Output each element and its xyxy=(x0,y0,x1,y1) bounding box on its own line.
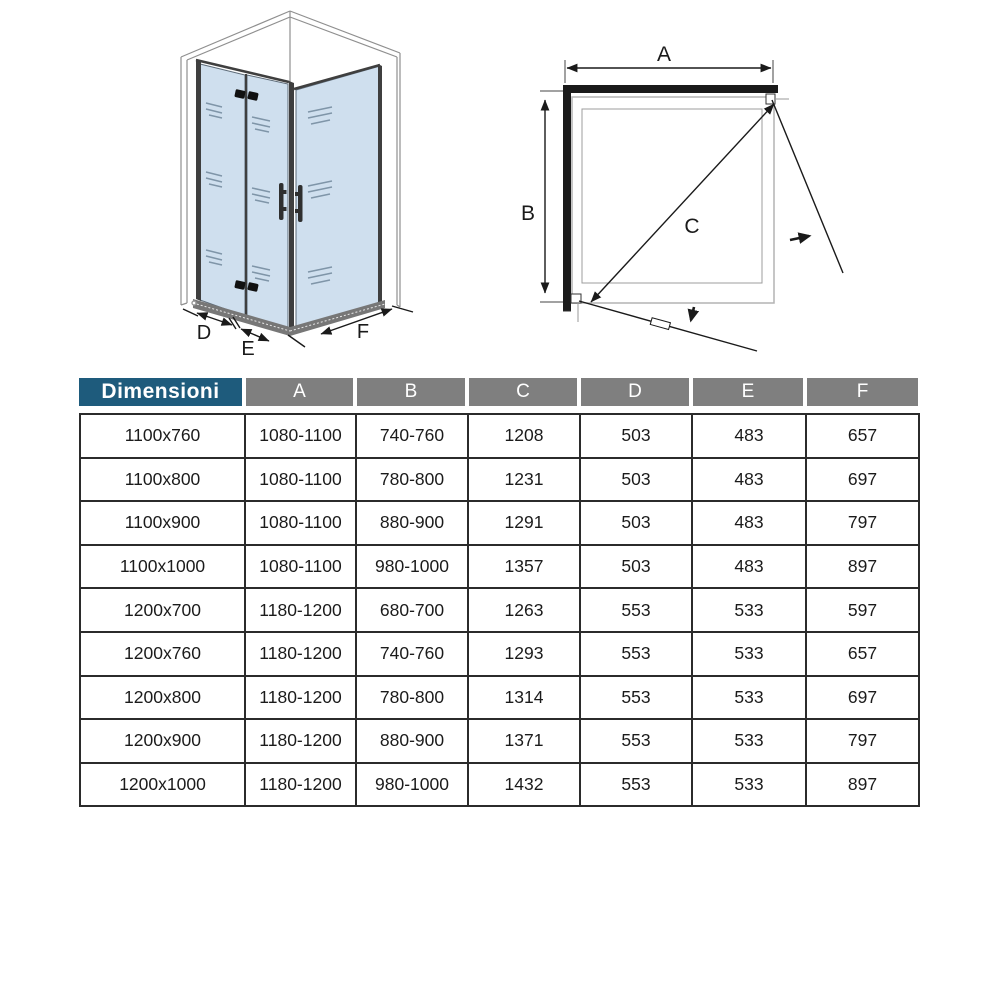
wall-top xyxy=(563,85,778,93)
table-cell: 1200x700 xyxy=(80,588,245,632)
door-swings xyxy=(563,94,843,351)
table-cell: 1263 xyxy=(468,588,580,632)
table-cell: 1080-1100 xyxy=(245,458,356,502)
table-cell: 503 xyxy=(580,501,692,545)
dim-label-a: A xyxy=(656,43,672,66)
table-cell: 980-1000 xyxy=(356,545,468,589)
table-cell: 1371 xyxy=(468,719,580,763)
table-cell: 483 xyxy=(692,545,806,589)
table-cell: 780-800 xyxy=(356,458,468,502)
table-cell: 697 xyxy=(806,676,919,720)
table-cell: 553 xyxy=(580,588,692,632)
dimensions-table-header xyxy=(79,378,918,406)
table-cell: 553 xyxy=(580,632,692,676)
table-row xyxy=(80,588,919,632)
table-cell: 980-1000 xyxy=(356,763,468,807)
enclosure-3d-drawing xyxy=(80,0,420,372)
door-handle-plan xyxy=(650,318,670,330)
table-cell: 1314 xyxy=(468,676,580,720)
table-cell: 897 xyxy=(806,763,919,807)
swing-arrow-right xyxy=(790,236,809,240)
side-panel xyxy=(296,66,380,330)
bifold-panel-left xyxy=(200,64,245,316)
table-cell: 1180-1200 xyxy=(245,632,356,676)
table-cell: 533 xyxy=(692,632,806,676)
dim-c-arrow xyxy=(591,104,774,302)
table-cell: 1291 xyxy=(468,501,580,545)
table-cell: 1100x1000 xyxy=(80,545,245,589)
swing-arrow-bottom xyxy=(691,307,694,320)
table-row xyxy=(80,545,919,589)
table-cell: 1180-1200 xyxy=(245,676,356,720)
table-cell: 657 xyxy=(806,414,919,458)
header-cell-b: B xyxy=(355,378,467,406)
table-cell: 1200x900 xyxy=(80,719,245,763)
table-cell: 1100x760 xyxy=(80,414,245,458)
table-cell: 597 xyxy=(806,588,919,632)
table-row xyxy=(80,676,919,720)
table-cell: 503 xyxy=(580,545,692,589)
header-cell-e: E xyxy=(691,378,805,406)
header-cell-a: A xyxy=(244,378,355,406)
table-cell: 483 xyxy=(692,501,806,545)
header-cell-d: D xyxy=(579,378,691,406)
table-cell: 1293 xyxy=(468,632,580,676)
dimensions-table-body xyxy=(80,414,919,806)
table-cell: 553 xyxy=(580,719,692,763)
table-row xyxy=(80,632,919,676)
header-cell-c: C xyxy=(467,378,579,406)
table-cell: 797 xyxy=(806,719,919,763)
dim-label-d: D xyxy=(196,322,212,344)
table-cell: 483 xyxy=(692,458,806,502)
table-cell: 533 xyxy=(692,719,806,763)
table-cell: 740-760 xyxy=(356,632,468,676)
dimensions-table xyxy=(79,378,918,807)
table-cell: 1357 xyxy=(468,545,580,589)
table-cell: 1080-1100 xyxy=(245,414,356,458)
table-cell: 880-900 xyxy=(356,501,468,545)
table-cell: 740-760 xyxy=(356,414,468,458)
plan-dimension-labels xyxy=(521,43,700,238)
table-cell: 1080-1100 xyxy=(245,501,356,545)
table-cell: 657 xyxy=(806,632,919,676)
table-cell: 897 xyxy=(806,545,919,589)
table-cell: 1208 xyxy=(468,414,580,458)
table-cell: 780-800 xyxy=(356,676,468,720)
dim-label-c: C xyxy=(684,215,700,238)
table-cell: 533 xyxy=(692,588,806,632)
table-cell: 1200x1000 xyxy=(80,763,245,807)
tray-outline xyxy=(582,109,762,283)
table-cell: 880-900 xyxy=(356,719,468,763)
table-cell: 697 xyxy=(806,458,919,502)
table-cell: 1100x900 xyxy=(80,501,245,545)
table-cell: 797 xyxy=(806,501,919,545)
table-cell: 1231 xyxy=(468,458,580,502)
table-row xyxy=(80,501,919,545)
table-cell: 1200x760 xyxy=(80,632,245,676)
table-cell: 680-700 xyxy=(356,588,468,632)
table-cell: 553 xyxy=(580,676,692,720)
table-row xyxy=(80,719,919,763)
table-cell: 1100x800 xyxy=(80,458,245,502)
dim-label-b: B xyxy=(520,202,536,225)
table-cell: 1080-1100 xyxy=(245,545,356,589)
enclosure-plan-drawing xyxy=(500,20,900,372)
table-cell: 1180-1200 xyxy=(245,719,356,763)
glass-outline xyxy=(572,97,774,303)
table-cell: 1432 xyxy=(468,763,580,807)
plan-dimension-arrows xyxy=(545,68,774,302)
table-cell: 1200x800 xyxy=(80,676,245,720)
table-cell: 483 xyxy=(692,414,806,458)
wall-left xyxy=(563,85,571,311)
table-row xyxy=(80,414,919,458)
table-cell: 1180-1200 xyxy=(245,588,356,632)
table-cell: 533 xyxy=(692,763,806,807)
dimensions-table-grid xyxy=(79,413,920,807)
header-cell-f: F xyxy=(805,378,918,406)
header-cell-dimensioni: Dimensioni xyxy=(79,378,244,406)
dim-label-e: E xyxy=(241,338,255,360)
table-row xyxy=(80,458,919,502)
dim-label-f: F xyxy=(356,321,370,343)
table-cell: 503 xyxy=(580,414,692,458)
table-cell: 553 xyxy=(580,763,692,807)
table-cell: 1180-1200 xyxy=(245,763,356,807)
table-cell: 533 xyxy=(692,676,806,720)
table-row xyxy=(80,763,919,807)
table-cell: 503 xyxy=(580,458,692,502)
